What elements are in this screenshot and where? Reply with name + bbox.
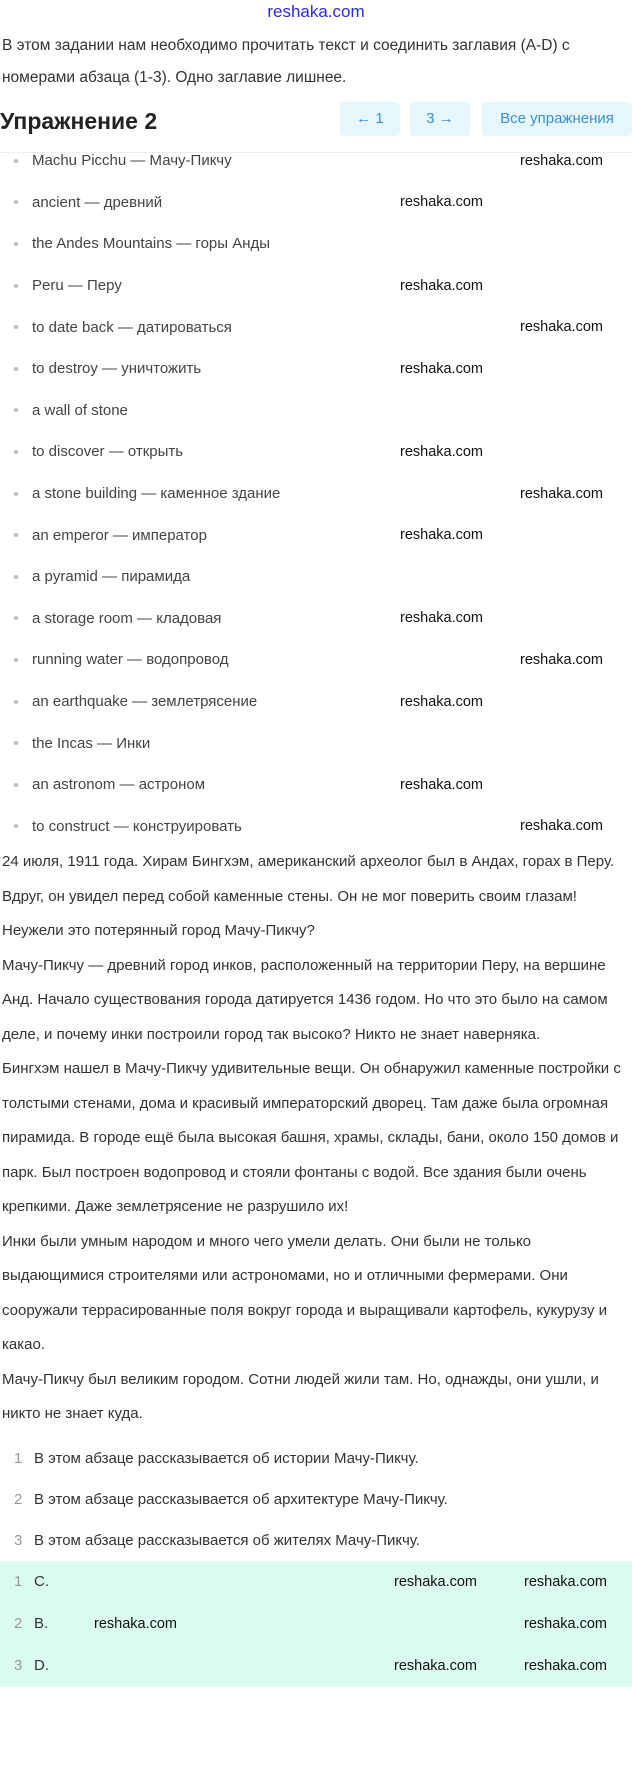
- vocab-item: [0, 514, 632, 556]
- vocab-text: an emperor — император: [32, 526, 207, 544]
- bullet-icon: [14, 367, 18, 371]
- vocab-item: [0, 598, 632, 640]
- vocab-text: the Andes Mountains — горы Анды: [32, 235, 271, 253]
- bullet-icon: [14, 284, 18, 288]
- paragraph: Мачу-Пикчу — древний город инков, расположенный на территории Перу, на вершине Анд. Начало существования города датируется 1436 годом. Но что это было на самом деле, и почему инки построили город так высоко? Никто не знает наверняка.: [2, 956, 608, 1043]
- vocab-item: [0, 764, 632, 806]
- vocab-text: a stone building — каменное здание: [32, 485, 281, 503]
- vocab-text: to discover — открыть: [32, 443, 184, 461]
- item-number: 3: [14, 1657, 23, 1674]
- item-number: 1: [14, 1573, 23, 1590]
- vocab-item: [0, 182, 632, 224]
- item-number: 2: [14, 1615, 23, 1632]
- watermark: reshaka.com: [400, 443, 484, 460]
- watermark: reshaka.com: [400, 360, 484, 377]
- item-text: В этом абзаце рассказывается об истории Мачу-Пикчу.: [34, 1449, 419, 1467]
- vocab-item: [0, 681, 632, 723]
- bullet-icon: [14, 741, 18, 745]
- vocab-text: a storage room — кладовая: [32, 609, 222, 627]
- watermark: reshaka.com: [520, 651, 604, 668]
- option-item: [14, 1438, 632, 1479]
- vocab-text: ancient — древний: [32, 193, 163, 211]
- content-flow: [0, 845, 632, 1687]
- watermark: reshaka.com: [520, 152, 604, 169]
- vocab-item: [0, 265, 632, 307]
- item-text: C.: [34, 1573, 49, 1590]
- watermark: reshaka.com: [400, 527, 484, 544]
- answer-item: [14, 1645, 632, 1687]
- vocab-item: [0, 556, 632, 598]
- watermark: reshaka.com: [394, 1573, 478, 1590]
- vocab-item: [0, 639, 632, 681]
- answers-box: [0, 1561, 632, 1687]
- task-intro: В этом задании нам необходимо прочитать текст и соединить заглавия (A-D) с номерами абзаца (1-3). Одно заглавие лишнее.: [2, 37, 570, 86]
- bullet-icon: [14, 658, 18, 662]
- bullet-icon: [14, 200, 18, 204]
- vocab-item: [0, 722, 632, 764]
- bullet-icon: [14, 159, 18, 163]
- item-number: 2: [14, 1490, 23, 1508]
- bullet-icon: [14, 242, 18, 246]
- site-logo[interactable]: reshaka.com: [267, 2, 365, 21]
- vocab-item: [0, 390, 632, 432]
- watermark: reshaka.com: [400, 194, 484, 211]
- bullet-icon: [14, 492, 18, 496]
- vocab-item: [0, 223, 632, 265]
- item-text: B.: [34, 1615, 49, 1632]
- answer-item: [14, 1603, 632, 1645]
- vocab-text: a wall of stone: [32, 401, 128, 419]
- option-item: [14, 1479, 632, 1520]
- vocab-text: an earthquake — землетрясение: [32, 693, 258, 711]
- paragraph: 24 июля, 1911 года. Хирам Бингхэм, американский археолог был в Андах, горах в Перу. Вдруг, он увидел перед собой каменные стены. Он не мог поверить своим глазам! Неужели это потерянный город Мачу-Пикчу?: [2, 853, 615, 939]
- watermark: reshaka.com: [520, 319, 604, 336]
- item-text: В этом абзаце рассказывается об жителях Мачу-Пикчу.: [34, 1531, 420, 1549]
- answer-item: [14, 1561, 632, 1603]
- bullet-icon: [14, 700, 18, 704]
- vocab-text: running water — водопровод: [32, 651, 229, 669]
- bullet-icon: [14, 575, 18, 579]
- next-exercise-button[interactable]: 3 →: [410, 102, 470, 136]
- watermark: reshaka.com: [524, 1615, 608, 1632]
- bullet-icon: [14, 408, 18, 412]
- vocab-item: [0, 473, 632, 515]
- all-exercises-button[interactable]: Все упражнения: [482, 102, 632, 136]
- vocab-item: [0, 431, 632, 473]
- vocab-text: a pyramid — пирамида: [32, 568, 191, 586]
- bullet-icon: [14, 616, 18, 620]
- vocab-item: [0, 806, 632, 848]
- watermark: reshaka.com: [400, 693, 484, 710]
- item-text: D.: [34, 1657, 49, 1674]
- watermark: reshaka.com: [520, 485, 604, 502]
- vocab-text: an astronom — астроном: [32, 776, 206, 794]
- vocab-text: to date back — датироваться: [32, 318, 232, 336]
- exercise-title: Упражнение 2: [0, 108, 158, 134]
- vocab-text: Machu Picchu — Мачу-Пикчу: [32, 152, 232, 170]
- vocab-text: to construct — конструировать: [32, 817, 242, 835]
- paragraph: Бингхэм нашел в Мачу-Пикчу удивительные вещи. Он обнаружил каменные постройки с толстыми стенами, дома и красивый императорский дворец. Там даже была огромная пирамида. В городе ещё была высокая башня, храмы, склады, бани, около 150 домов и парк. Был построен водопровод и стояли фонтаны с водой. Все здания были очень крепкими. Даже землетрясение не разрушило их!: [2, 1060, 621, 1215]
- bullet-icon: [14, 325, 18, 329]
- vocab-item: [0, 306, 632, 348]
- bullet-icon: [14, 783, 18, 787]
- vocab-item: [0, 348, 632, 390]
- watermark: reshaka.com: [394, 1657, 478, 1674]
- vocab-text: to destroy — уничтожить: [32, 360, 202, 378]
- item-text: В этом абзаце рассказывается об архитектуре Мачу-Пикчу.: [34, 1490, 448, 1508]
- watermark: reshaka.com: [400, 776, 484, 793]
- vocab-list: [0, 140, 632, 847]
- watermark: reshaka.com: [520, 818, 604, 835]
- watermark: reshaka.com: [400, 277, 484, 294]
- vocab-item: [0, 140, 632, 182]
- vocab-text: Peru — Перу: [32, 277, 122, 295]
- bullet-icon: [14, 450, 18, 454]
- option-item: [14, 1520, 632, 1561]
- bullet-icon: [14, 824, 18, 828]
- watermark: reshaka.com: [94, 1615, 178, 1632]
- item-number: 3: [14, 1531, 23, 1549]
- item-number: 1: [14, 1449, 23, 1467]
- watermark: reshaka.com: [524, 1573, 608, 1590]
- prev-exercise-button[interactable]: ← 1: [340, 102, 400, 136]
- watermark: reshaka.com: [400, 610, 484, 627]
- paragraph: Мачу-Пикчу был великим городом. Сотни людей жили там. Но, однажды, они ушли, и никто не знает куда.: [2, 1370, 599, 1422]
- paragraph: Инки были умным народом и много чего умели делать. Они были не только выдающимися строителями или астрономами, но и отличными фермерами. Они сооружали террасированные поля вокруг города и выращивали картофель, кукурузу и какао.: [2, 1232, 608, 1353]
- vocab-text: the Incas — Инки: [32, 734, 151, 752]
- watermark: reshaka.com: [524, 1657, 608, 1674]
- options-list: [0, 1438, 632, 1561]
- bullet-icon: [14, 533, 18, 537]
